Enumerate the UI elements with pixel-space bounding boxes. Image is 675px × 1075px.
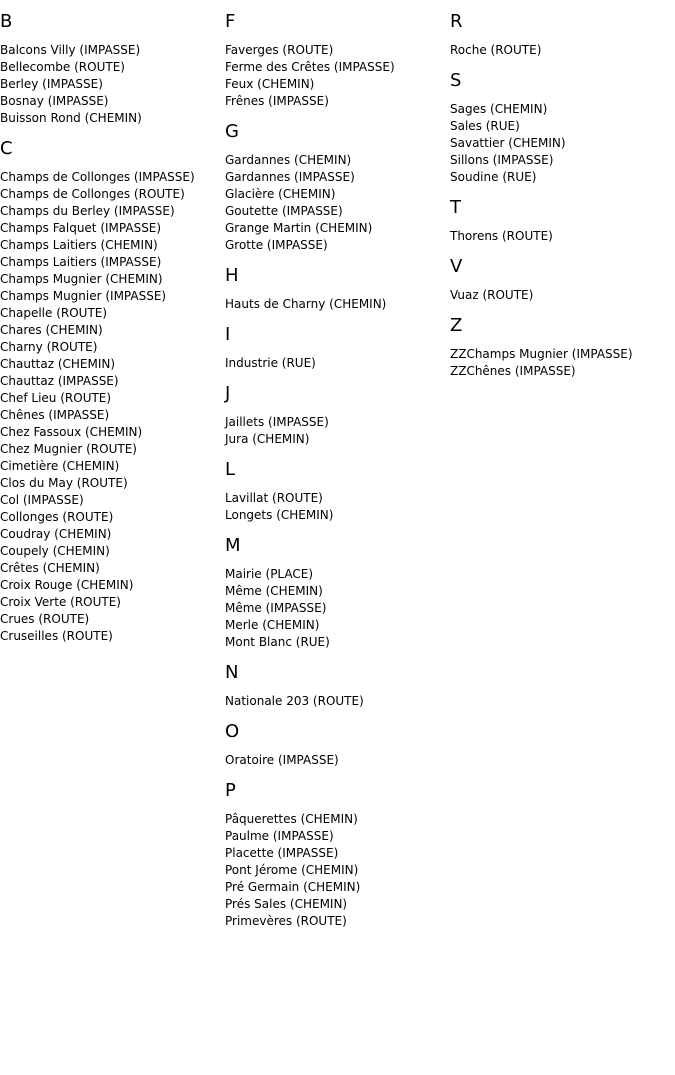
letter-heading: S	[450, 70, 462, 91]
street-link[interactable]: Même (CHEMIN)	[225, 584, 323, 598]
letter-heading: J	[225, 383, 231, 404]
letter-section-p	[225, 780, 450, 930]
street-link[interactable]: Cruseilles (ROUTE)	[0, 629, 113, 643]
letter-heading: G	[225, 121, 239, 142]
street-column-1	[0, 0, 225, 655]
street-link[interactable]: Crues (ROUTE)	[0, 612, 90, 626]
letter-heading: F	[225, 11, 236, 32]
street-list	[225, 752, 450, 769]
letter-section-l	[225, 459, 450, 524]
street-link[interactable]: Jaillets (IMPASSE)	[225, 415, 329, 429]
street-link[interactable]: Buisson Rond (CHEMIN)	[0, 111, 142, 125]
street-link[interactable]: Champs Falquet (IMPASSE)	[0, 221, 162, 235]
letter-heading: L	[225, 459, 236, 480]
street-link[interactable]: Thorens (ROUTE)	[450, 229, 553, 243]
letter-section-n	[225, 662, 450, 710]
street-link[interactable]: Bellecombe (ROUTE)	[0, 60, 125, 74]
street-list	[0, 42, 225, 127]
street-link[interactable]: Savattier (CHEMIN)	[450, 136, 566, 150]
street-link[interactable]: ZZChamps Mugnier (IMPASSE)	[450, 347, 633, 361]
street-list	[450, 287, 675, 304]
street-column-2	[225, 0, 450, 940]
street-link[interactable]: Vuaz (ROUTE)	[450, 288, 534, 302]
street-list	[450, 42, 675, 59]
letter-section-v	[450, 256, 675, 304]
street-link[interactable]: Sales (RUE)	[450, 119, 520, 133]
street-link[interactable]: Chef Lieu (ROUTE)	[0, 391, 112, 405]
street-link[interactable]: Longets (CHEMIN)	[225, 508, 334, 522]
letter-section-s	[450, 70, 675, 186]
street-link[interactable]: Chapelle (ROUTE)	[0, 306, 108, 320]
street-list	[225, 414, 450, 448]
street-link[interactable]: Gardannes (IMPASSE)	[225, 170, 355, 184]
street-link[interactable]: Mairie (PLACE)	[225, 567, 314, 581]
street-link[interactable]: Prés Sales (CHEMIN)	[225, 897, 348, 911]
letter-heading: O	[225, 721, 240, 742]
letter-section-i	[225, 324, 450, 372]
letter-heading: N	[225, 662, 239, 683]
street-link[interactable]: Grotte (IMPASSE)	[225, 238, 328, 252]
street-column-3	[450, 0, 675, 390]
street-link[interactable]: Feux (CHEMIN)	[225, 77, 315, 91]
letter-heading: I	[225, 324, 231, 345]
street-link[interactable]: Champs du Berley (IMPASSE)	[0, 204, 175, 218]
street-link[interactable]: Soudine (RUE)	[450, 170, 537, 184]
street-link[interactable]: Champs de Collonges (IMPASSE)	[0, 170, 195, 184]
letter-section-o	[225, 721, 450, 769]
letter-section-t	[450, 197, 675, 245]
street-link[interactable]: Balcons Villy (IMPASSE)	[0, 43, 141, 57]
street-link[interactable]: Coupely (CHEMIN)	[0, 544, 110, 558]
letter-section-j	[225, 383, 450, 448]
street-list	[450, 228, 675, 245]
letter-heading: M	[225, 535, 241, 556]
street-link[interactable]: Goutette (IMPASSE)	[225, 204, 343, 218]
street-link[interactable]: Hauts de Charny (CHEMIN)	[225, 297, 387, 311]
letter-heading: T	[450, 197, 461, 218]
letter-section-h	[225, 265, 450, 313]
street-link[interactable]: Chares (CHEMIN)	[0, 323, 103, 337]
street-link[interactable]: Champs Mugnier (CHEMIN)	[0, 272, 163, 286]
street-list	[450, 346, 675, 380]
letter-section-m	[225, 535, 450, 651]
street-link[interactable]: Grange Martin (CHEMIN)	[225, 221, 373, 235]
street-list	[0, 169, 225, 645]
street-link[interactable]: Crêtes (CHEMIN)	[0, 561, 100, 575]
street-list	[225, 355, 450, 372]
street-link[interactable]: Même (IMPASSE)	[225, 601, 327, 615]
street-link[interactable]: Champs Mugnier (IMPASSE)	[0, 289, 167, 303]
street-link[interactable]: Col (IMPASSE)	[0, 493, 84, 507]
street-link[interactable]: Glacière (CHEMIN)	[225, 187, 336, 201]
street-link[interactable]: Chez Fassoux (CHEMIN)	[0, 425, 143, 439]
street-link[interactable]: Oratoire (IMPASSE)	[225, 753, 339, 767]
street-link[interactable]: Industrie (RUE)	[225, 356, 316, 370]
letter-section-z	[450, 315, 675, 380]
letter-section-g	[225, 121, 450, 254]
street-link[interactable]: Roche (ROUTE)	[450, 43, 542, 57]
street-link[interactable]: Nationale 203 (ROUTE)	[225, 694, 364, 708]
street-link[interactable]: Cimetière (CHEMIN)	[0, 459, 120, 473]
street-list	[225, 42, 450, 110]
street-link[interactable]: Berley (IMPASSE)	[0, 77, 103, 91]
street-list	[225, 490, 450, 524]
street-link[interactable]: Faverges (ROUTE)	[225, 43, 334, 57]
street-link[interactable]: Frênes (IMPASSE)	[225, 94, 329, 108]
street-list	[225, 566, 450, 651]
street-link[interactable]: Chauttaz (CHEMIN)	[0, 357, 116, 371]
street-link[interactable]: Sages (CHEMIN)	[450, 102, 548, 116]
letter-heading: P	[225, 780, 236, 801]
letter-heading: B	[0, 11, 13, 32]
street-link[interactable]: Collonges (ROUTE)	[0, 510, 114, 524]
street-link[interactable]: Mont Blanc (RUE)	[225, 635, 330, 649]
letter-section-f	[225, 11, 450, 110]
street-link[interactable]: Placette (IMPASSE)	[225, 846, 339, 860]
letter-section-b	[0, 11, 225, 127]
street-link[interactable]: Pâquerettes (CHEMIN)	[225, 812, 358, 826]
letter-heading: H	[225, 265, 239, 286]
street-link[interactable]: Merle (CHEMIN)	[225, 618, 320, 632]
street-link[interactable]: Lavillat (ROUTE)	[225, 491, 323, 505]
street-link[interactable]: Primevères (ROUTE)	[225, 914, 347, 928]
letter-heading: Z	[450, 315, 463, 336]
street-link[interactable]: Sillons (IMPASSE)	[450, 153, 554, 167]
street-list	[450, 101, 675, 186]
street-link[interactable]: Bosnay (IMPASSE)	[0, 94, 109, 108]
street-link[interactable]: Champs Laitiers (CHEMIN)	[0, 238, 158, 252]
letter-heading: C	[0, 138, 13, 159]
street-link[interactable]: Coudray (CHEMIN)	[0, 527, 112, 541]
letter-heading: V	[450, 256, 463, 277]
street-list	[225, 811, 450, 930]
street-list	[225, 152, 450, 254]
street-link[interactable]: Croix Verte (ROUTE)	[0, 595, 121, 609]
letter-section-c	[0, 138, 225, 645]
street-link[interactable]: Chauttaz (IMPASSE)	[0, 374, 119, 388]
letter-heading: R	[450, 11, 463, 32]
street-list	[225, 296, 450, 313]
street-link[interactable]: Paulme (IMPASSE)	[225, 829, 334, 843]
street-link[interactable]: Champs de Collonges (ROUTE)	[0, 187, 185, 201]
street-link[interactable]: Jura (CHEMIN)	[225, 432, 310, 446]
street-link[interactable]: Ferme des Crêtes (IMPASSE)	[225, 60, 395, 74]
street-link[interactable]: Croix Rouge (CHEMIN)	[0, 578, 134, 592]
street-link[interactable]: Chênes (IMPASSE)	[0, 408, 110, 422]
street-link[interactable]: Champs Laitiers (IMPASSE)	[0, 255, 162, 269]
street-link[interactable]: Charny (ROUTE)	[0, 340, 98, 354]
letter-section-r	[450, 11, 675, 59]
street-list	[225, 693, 450, 710]
street-link[interactable]: ZZChênes (IMPASSE)	[450, 364, 576, 378]
street-link[interactable]: Chez Mugnier (ROUTE)	[0, 442, 137, 456]
street-link[interactable]: Gardannes (CHEMIN)	[225, 153, 352, 167]
street-link[interactable]: Pré Germain (CHEMIN)	[225, 880, 361, 894]
street-link[interactable]: Clos du May (ROUTE)	[0, 476, 128, 490]
street-link[interactable]: Pont Jérome (CHEMIN)	[225, 863, 359, 877]
